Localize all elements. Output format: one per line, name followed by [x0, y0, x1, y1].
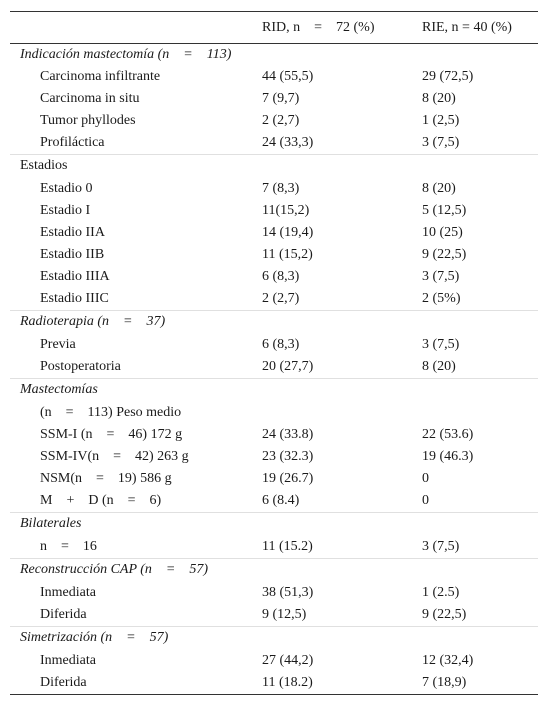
rie-value: 12 (32,4): [422, 653, 474, 668]
table-body: [10, 44, 538, 694]
rie-value: 1 (2.5): [422, 585, 460, 600]
section-label: Mastectomías: [20, 382, 98, 397]
section-row: [10, 558, 538, 582]
rie-value: 8 (20): [422, 359, 456, 374]
rie-value: 10 (25): [422, 225, 463, 240]
header-rie: RIE, n = 40 (%): [422, 20, 512, 35]
rid-value: 24 (33.8): [262, 427, 314, 442]
rid-value: 27 (44,2): [262, 653, 314, 668]
table-row: [10, 266, 538, 288]
row-label: Postoperatoria: [40, 359, 121, 374]
rid-value: 20 (27,7): [262, 359, 314, 374]
table-row: [10, 582, 538, 604]
table-row: [10, 356, 538, 378]
rid-value: 9 (12,5): [262, 607, 307, 622]
section-label: Bilaterales: [20, 516, 82, 531]
rid-value: 6 (8,3): [262, 337, 300, 352]
table-row: [10, 244, 538, 266]
rid-value: 7 (9,7): [262, 91, 300, 106]
row-label: (n = 113) Peso medio: [40, 405, 182, 420]
row-label: Diferida: [40, 607, 87, 622]
rid-value: 44 (55,5): [262, 69, 314, 84]
section-row: [10, 512, 538, 536]
rid-value: 11(15,2): [262, 203, 310, 218]
rid-value: 11 (18.2): [262, 675, 313, 690]
rie-value: 19 (46.3): [422, 449, 474, 464]
rid-value: 19 (26.7): [262, 471, 314, 486]
row-label: Carcinoma in situ: [40, 91, 140, 106]
rid-value: 24 (33,3): [262, 135, 314, 150]
table-row: [10, 200, 538, 222]
rie-value: 8 (20): [422, 181, 456, 196]
section-row: [10, 626, 538, 650]
table-row: [10, 650, 538, 672]
table-row: [10, 446, 538, 468]
rid-value: 6 (8.4): [262, 493, 300, 508]
rie-value: 9 (22,5): [422, 607, 467, 622]
section-label: Simetrización (n = 57): [20, 630, 169, 645]
row-label: Inmediata: [40, 585, 96, 600]
table-row: [10, 672, 538, 694]
table-row: [10, 110, 538, 132]
rie-value: 3 (7,5): [422, 337, 460, 352]
rie-value: 29 (72,5): [422, 69, 474, 84]
table-row: [10, 66, 538, 88]
row-label: NSM(n = 19) 586 g: [40, 471, 172, 486]
row-label: Inmediata: [40, 653, 96, 668]
table-row: [10, 536, 538, 558]
row-label: Estadio 0: [40, 181, 93, 196]
rie-value: 3 (7,5): [422, 269, 460, 284]
rid-value: 23 (32.3): [262, 449, 314, 464]
table-header: [10, 12, 538, 44]
rie-value: 0: [422, 493, 429, 508]
row-label: Previa: [40, 337, 76, 352]
table-row: [10, 490, 538, 512]
row-label: M + D (n = 6): [40, 493, 162, 508]
row-label: Estadio I: [40, 203, 91, 218]
rie-value: 2 (5%): [422, 291, 461, 306]
row-label: Tumor phyllodes: [40, 113, 136, 128]
table-row: [10, 178, 538, 200]
row-label: Estadio IIB: [40, 247, 105, 262]
rie-value: 3 (7,5): [422, 539, 460, 554]
table-row: [10, 288, 538, 310]
rid-value: 11 (15.2): [262, 539, 313, 554]
section-label: Estadios: [20, 158, 68, 173]
rid-value: 11 (15,2): [262, 247, 313, 262]
rid-value: 6 (8,3): [262, 269, 300, 284]
row-label: SSM-I (n = 46) 172 g: [40, 427, 183, 442]
table-row: [10, 88, 538, 110]
rid-value: 14 (19,4): [262, 225, 314, 240]
row-label: Estadio IIIA: [40, 269, 110, 284]
section-label: Indicación mastectomía (n = 113): [20, 47, 232, 62]
rie-value: 3 (7,5): [422, 135, 460, 150]
section-row: [10, 154, 538, 178]
row-label: n = 16: [40, 539, 97, 554]
row-label: Estadio IIIC: [40, 291, 109, 306]
table-row: [10, 402, 538, 424]
table-row: [10, 424, 538, 446]
row-label: Diferida: [40, 675, 87, 690]
table-row: [10, 468, 538, 490]
table-row: [10, 334, 538, 356]
row-label: Profiláctica: [40, 135, 105, 150]
rie-value: 0: [422, 471, 429, 486]
section-label: Reconstrucción CAP (n = 57): [20, 562, 209, 577]
header-rid: RID, n = 72 (%): [262, 20, 375, 35]
rid-value: 7 (8,3): [262, 181, 300, 196]
rid-value: 38 (51,3): [262, 585, 314, 600]
rie-value: 9 (22,5): [422, 247, 467, 262]
data-table: [10, 11, 538, 695]
rie-value: 5 (12,5): [422, 203, 467, 218]
rid-value: 2 (2,7): [262, 113, 300, 128]
section-label: Radioterapia (n = 37): [20, 314, 166, 329]
rie-value: 22 (53.6): [422, 427, 474, 442]
section-row: [10, 44, 538, 66]
row-label: Estadio IIA: [40, 225, 105, 240]
table-row: [10, 604, 538, 626]
row-label: SSM-IV(n = 42) 263 g: [40, 449, 189, 464]
rie-value: 1 (2,5): [422, 113, 460, 128]
section-row: [10, 310, 538, 334]
row-label: Carcinoma infiltrante: [40, 69, 161, 84]
table-row: [10, 222, 538, 244]
table-row: [10, 132, 538, 154]
rid-value: 2 (2,7): [262, 291, 300, 306]
section-row: [10, 378, 538, 402]
rie-value: 7 (18,9): [422, 675, 467, 690]
rie-value: 8 (20): [422, 91, 456, 106]
